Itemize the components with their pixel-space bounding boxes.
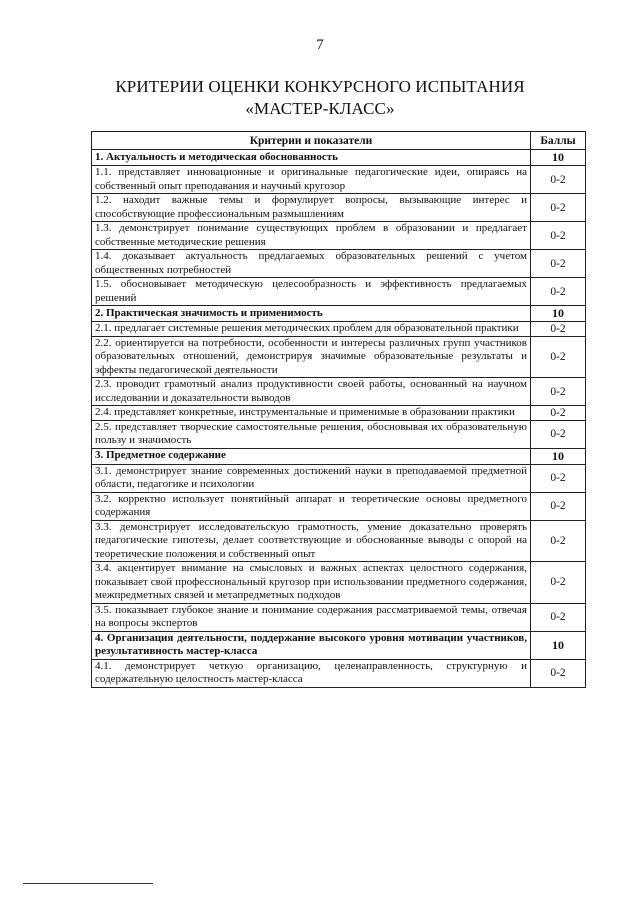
criterion-row: [92, 603, 586, 631]
criteria-table: [91, 131, 586, 688]
document-title: [0, 76, 640, 120]
criterion-points: 0-2: [531, 322, 586, 337]
criterion-points: 0-2: [531, 336, 586, 378]
criterion-text: 3.5. показывает глубокое знание и понимание содержания рассматриваемой темы, отвечая на вопросы экспертов: [92, 603, 531, 631]
criterion-row: [92, 336, 586, 378]
footnote-separator: [23, 883, 153, 884]
criterion-row: [92, 194, 586, 222]
criterion-points: 0-2: [531, 464, 586, 492]
criterion-text: 2.1. предлагает системные решения методических проблем для образовательной практики: [92, 322, 531, 337]
criterion-points: 0-2: [531, 406, 586, 421]
criterion-text: 1.3. демонстрирует понимание существующих проблем в образовании и предлагает собственные методические решения: [92, 222, 531, 250]
page-number: 7: [316, 37, 324, 53]
criterion-text: 3.3. демонстрирует исследовательскую грамотность, умение доказательно проверять педагогические гипотезы, делает соответствующие и обоснованные выводы с опорой на теоретические положения и собственный опыт: [92, 520, 531, 562]
criterion-row: [92, 492, 586, 520]
section-row: [92, 448, 586, 464]
criterion-row: [92, 520, 586, 562]
criterion-text: 1.5. обосновывает методическую целесообразность и эффективность предлагаемых решений: [92, 278, 531, 306]
criterion-text: 3.4. акцентирует внимание на смысловых и важных аспектах целостного содержания, показывает свой профессиональный кругозор при использовании предметного содержания, межпредметных связей и метапредметных подходов: [92, 562, 531, 604]
criterion-row: [92, 562, 586, 604]
section-row: [92, 150, 586, 166]
criterion-text: 1.4. доказывает актуальность предлагаемых образовательных решений с учетом общественных потребностей: [92, 250, 531, 278]
criterion-row: [92, 322, 586, 337]
section-title: 2. Практическая значимость и применимость: [92, 306, 531, 322]
criterion-row: [92, 420, 586, 448]
criterion-points: 0-2: [531, 166, 586, 194]
criterion-text: 2.3. проводит грамотный анализ продуктивности своей работы, основанный на научном исследовании и доказательности выводов: [92, 378, 531, 406]
section-title: 3. Предметное содержание: [92, 448, 531, 464]
section-total-points: 10: [531, 631, 586, 659]
criterion-text: 4.1. демонстрирует четкую организацию, целенаправленность, структурную и содержательную целостность мастер-класса: [92, 659, 531, 687]
section-row: [92, 306, 586, 322]
section-total-points: 10: [531, 448, 586, 464]
criterion-points: 0-2: [531, 222, 586, 250]
criteria-column-header: Критерии и показатели: [92, 132, 531, 150]
criterion-row: [92, 464, 586, 492]
criterion-row: [92, 222, 586, 250]
criterion-row: [92, 406, 586, 421]
criterion-points: 0-2: [531, 378, 586, 406]
criterion-points: 0-2: [531, 250, 586, 278]
section-title: 4. Организация деятельности, поддержание высокого уровня мотивации участников, результативность мастер-класса: [92, 631, 531, 659]
criterion-text: 2.4. представляет конкретные, инструментальные и применимые в образовании практики: [92, 406, 531, 421]
criterion-text: 3.1. демонстрирует знание современных достижений науки в преподаваемой предметной области, педагогике и психологии: [92, 464, 531, 492]
criterion-text: 3.2. корректно использует понятийный аппарат и теоретические основы предметного содержания: [92, 492, 531, 520]
criterion-points: 0-2: [531, 278, 586, 306]
criterion-points: 0-2: [531, 420, 586, 448]
criterion-text: 1.2. находит важные темы и формулирует вопросы, вызывающие интерес и способствующие профессиональным размышлениям: [92, 194, 531, 222]
criterion-row: [92, 278, 586, 306]
section-total-points: 10: [531, 150, 586, 166]
criteria-table-body: [92, 150, 586, 688]
criterion-row: [92, 250, 586, 278]
criterion-row: [92, 659, 586, 687]
criterion-points: 0-2: [531, 562, 586, 604]
criterion-points: 0-2: [531, 659, 586, 687]
points-column-header: Баллы: [531, 132, 586, 150]
criterion-points: 0-2: [531, 194, 586, 222]
title-line-1: КРИТЕРИИ ОЦЕНКИ КОНКУРСНОГО ИСПЫТАНИЯ: [115, 77, 525, 96]
criterion-text: 2.5. представляет творческие самостоятельные решения, обосновывая их образовательную пользу и значимость: [92, 420, 531, 448]
criterion-row: [92, 166, 586, 194]
criterion-text: 2.2. ориентируется на потребности, особенности и интересы различных групп участников образовательных отношений, демонстрируя значимые образовательные результаты и эффекты педагогической деятельности: [92, 336, 531, 378]
criterion-row: [92, 378, 586, 406]
criterion-points: 0-2: [531, 520, 586, 562]
criterion-text: 1.1. представляет инновационные и оригинальные педагогические идеи, опираясь на собственный опыт преподавания и научный кругозор: [92, 166, 531, 194]
section-row: [92, 631, 586, 659]
criterion-points: 0-2: [531, 492, 586, 520]
section-total-points: 10: [531, 306, 586, 322]
table-header-row: [92, 132, 586, 150]
criterion-points: 0-2: [531, 603, 586, 631]
title-line-2: «МАСТЕР-КЛАСС»: [245, 99, 395, 118]
section-title: 1. Актуальность и методическая обоснованность: [92, 150, 531, 166]
